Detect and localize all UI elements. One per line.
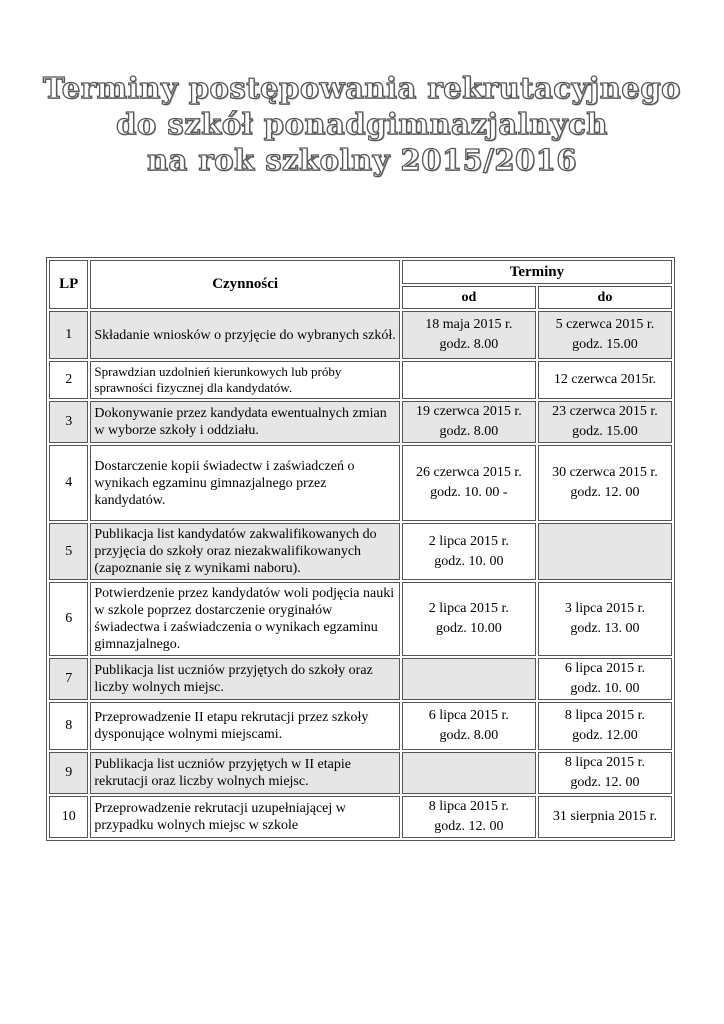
to-time: godz. 12.00 <box>572 728 638 743</box>
table-row <box>49 445 672 521</box>
row-activity: Sprawdzian uzdolnień kierunkowych lub próby sprawności fizycznej dla kandydatów. <box>90 361 399 399</box>
from-date: 26 czerwca 2015 r. <box>415 465 522 480</box>
from-time: godz. 10. 00 - <box>430 485 508 500</box>
row-lp: 10 <box>49 796 88 838</box>
to-date: 23 czerwca 2015 r. <box>552 404 658 419</box>
header-from: od <box>402 286 536 309</box>
to-time: godz. 12. 00 <box>570 485 640 500</box>
from-time: godz. 8.00 <box>439 424 499 439</box>
header-terms: Terminy <box>402 260 672 284</box>
from-date: 19 czerwca 2015 r. <box>415 404 522 419</box>
from-date: 2 lipca 2015 r. <box>428 601 509 616</box>
schedule-table <box>46 257 675 841</box>
row-lp: 5 <box>49 523 88 580</box>
row-from <box>402 796 536 838</box>
to-date: 6 lipca 2015 r. <box>564 661 645 676</box>
to-time: godz. 15.00 <box>572 337 638 352</box>
to-time: godz. 10. 00 <box>570 681 640 696</box>
to-date: 30 czerwca 2015 r. <box>552 465 658 480</box>
row-from <box>402 582 536 656</box>
row-activity: Publikacja list uczniów przyjętych w II etapie rekrutacji oraz liczby wolnych miejsc. <box>90 752 399 794</box>
row-to <box>538 658 672 700</box>
table-row <box>49 361 672 399</box>
row-activity: Składanie wniosków o przyjęcie do wybranych szkół. <box>90 311 399 359</box>
table-row <box>49 752 672 794</box>
to-date: 8 lipca 2015 r. <box>564 708 645 723</box>
row-lp: 4 <box>49 445 88 521</box>
title-line-3: na rok szkolny 2015/2016 <box>146 143 578 177</box>
row-to <box>538 582 672 656</box>
table-row <box>49 523 672 580</box>
table-row <box>49 658 672 700</box>
row-to <box>538 445 672 521</box>
row-lp: 9 <box>49 752 88 794</box>
header-to: do <box>538 286 672 309</box>
row-to <box>538 401 672 443</box>
row-from <box>402 311 536 359</box>
from-time: godz. 12. 00 <box>434 819 504 834</box>
from-time: godz. 8.00 <box>439 337 499 352</box>
row-from <box>402 523 536 580</box>
row-activity: Dostarczenie kopii świadectw i zaświadczeń o wynikach egzaminu gimnazjalnego przez kandydatów. <box>90 445 399 521</box>
row-from <box>402 752 536 794</box>
to-date: 31 sierpnia 2015 r. <box>552 809 658 824</box>
header-lp: LP <box>49 260 88 309</box>
title-line-2: do szkół ponadgimnazjalnych <box>116 107 608 141</box>
row-activity: Publikacja list uczniów przyjętych do szkoły oraz liczby wolnych miejsc. <box>90 658 399 700</box>
row-activity: Przeprowadzenie II etapu rekrutacji przez szkoły dysponujące wolnymi miejscami. <box>90 702 399 750</box>
from-time: godz. 10. 00 <box>434 553 504 569</box>
row-from <box>402 361 536 399</box>
document-title <box>0 70 724 178</box>
table-row <box>49 401 672 443</box>
to-date: 8 lipca 2015 r. <box>564 755 645 770</box>
table-row <box>49 311 672 359</box>
header-activity: Czynności <box>90 260 399 309</box>
row-activity: Potwierdzenie przez kandydatów woli podjęcia nauki w szkole poprzez dostarczenie oryginałów świadectwa i zaświadczenia o wynikach egzaminu gimnazjalnego. <box>90 582 399 656</box>
from-time: godz. 8.00 <box>439 728 499 743</box>
row-lp: 8 <box>49 702 88 750</box>
to-date: 5 czerwca 2015 r. <box>555 317 655 332</box>
table-row <box>49 582 672 656</box>
from-date: 8 lipca 2015 r. <box>428 799 509 814</box>
from-date: 18 maja 2015 r. <box>425 317 513 332</box>
row-lp: 3 <box>49 401 88 443</box>
title-line-1: Terminy postępowania rekrutacyjnego <box>43 71 681 105</box>
from-time: godz. 10.00 <box>436 621 502 636</box>
row-lp: 1 <box>49 311 88 359</box>
row-to <box>538 752 672 794</box>
from-date: 2 lipca 2015 r. <box>428 533 509 549</box>
row-lp: 7 <box>49 658 88 700</box>
to-time: godz. 15.00 <box>572 424 638 439</box>
to-date: 12 czerwca 2015r. <box>553 372 657 387</box>
row-from <box>402 702 536 750</box>
row-lp: 6 <box>49 582 88 656</box>
row-from <box>402 658 536 700</box>
row-to <box>538 311 672 359</box>
row-activity: Publikacja list kandydatów zakwalifikowanych do przyjęcia do szkoły oraz niezakwalifikowanych (zapoznanie się z wynikami naboru). <box>90 523 399 580</box>
table-row <box>49 796 672 838</box>
row-activity: Przeprowadzenie rekrutacji uzupełniającej w przypadku wolnych miejsc w szkole <box>90 796 399 838</box>
row-lp: 2 <box>49 361 88 399</box>
to-time: godz. 13. 00 <box>570 621 640 636</box>
row-to <box>538 702 672 750</box>
to-date: 3 lipca 2015 r. <box>564 601 645 616</box>
table-row <box>49 702 672 750</box>
row-to <box>538 523 672 580</box>
from-date: 6 lipca 2015 r. <box>428 708 509 723</box>
row-from <box>402 401 536 443</box>
row-from <box>402 445 536 521</box>
to-time: godz. 12. 00 <box>570 775 640 790</box>
row-to <box>538 361 672 399</box>
row-to <box>538 796 672 838</box>
row-activity: Dokonywanie przez kandydata ewentualnych zmian w wyborze szkoły i oddziału. <box>90 401 399 443</box>
